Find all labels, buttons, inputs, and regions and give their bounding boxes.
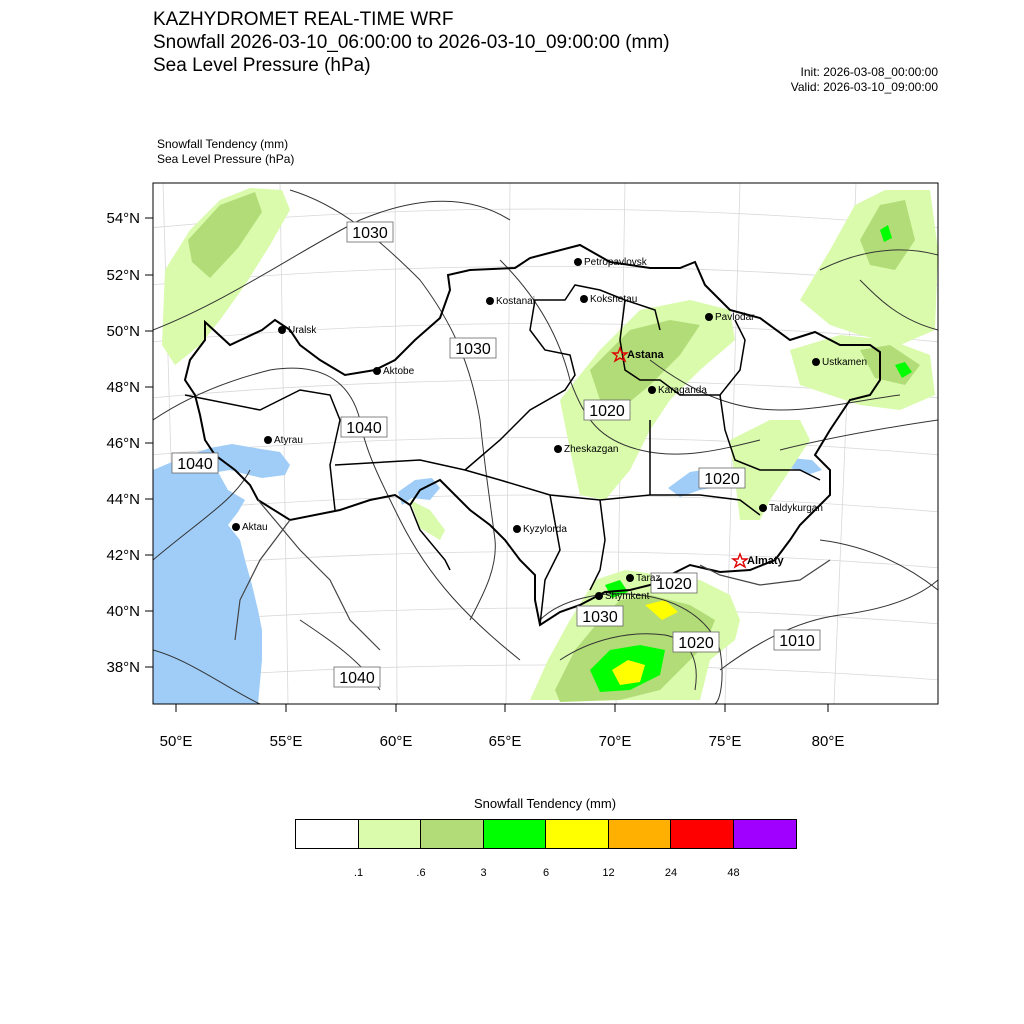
lon-label: 65°E [488, 733, 522, 750]
svg-text:1040: 1040 [177, 456, 213, 473]
title-block [153, 8, 670, 77]
svg-text:1020: 1020 [589, 403, 625, 420]
run-info [791, 65, 938, 95]
lon-label: 60°E [379, 733, 413, 750]
lon-label: 70°E [598, 733, 632, 750]
colorbar [295, 819, 797, 849]
colorbar-label: 12 [602, 867, 615, 879]
svg-text:Kokshetau: Kokshetau [590, 294, 638, 305]
colorbar-label: 24 [664, 867, 678, 879]
isobar-label [673, 632, 719, 652]
isobar-label [334, 667, 380, 687]
lon-label: 50°E [159, 733, 193, 750]
colorbar-swatch [359, 820, 422, 848]
isobar-label [450, 338, 496, 358]
field-label-pressure: Sea Level Pressure (hPa) [157, 152, 295, 166]
map-background [153, 183, 938, 704]
colorbar-swatch [546, 820, 609, 848]
svg-text:1040: 1040 [346, 420, 382, 437]
lat-labels [106, 210, 140, 676]
lat-label: 38°N [106, 659, 140, 676]
svg-text:Aktau: Aktau [242, 522, 268, 533]
lat-label: 52°N [106, 267, 140, 284]
colorbar-swatch [296, 820, 359, 848]
title-line-2: Snowfall 2026-03-10_06:00:00 to 2026-03-10_09:00:00 (mm) [153, 32, 670, 53]
lat-label: 46°N [106, 435, 140, 452]
svg-text:1040: 1040 [339, 670, 375, 687]
colorbar-swatch [609, 820, 672, 848]
svg-text:1020: 1020 [704, 471, 740, 488]
field-label-snowfall: Snowfall Tendency (mm) [157, 137, 289, 151]
colorbar-swatch [734, 820, 797, 848]
svg-text:Shymkent: Shymkent [605, 591, 650, 602]
svg-text:1030: 1030 [582, 609, 618, 626]
isobar-label [341, 417, 387, 437]
svg-text:Aktobe: Aktobe [383, 366, 415, 377]
valid-time: Valid: 2026-03-10_09:00:00 [790, 80, 938, 94]
svg-text:1020: 1020 [678, 635, 714, 652]
colorbar-label: 48 [727, 867, 740, 879]
colorbar-swatch [484, 820, 547, 848]
svg-text:Ustkamen: Ustkamen [822, 357, 868, 368]
lat-label: 44°N [106, 491, 140, 508]
svg-text:Astana: Astana [627, 349, 664, 361]
isobar-label [699, 468, 745, 488]
colorbar-swatch [671, 820, 734, 848]
svg-text:Kostanai: Kostanai [496, 296, 535, 307]
lat-label: 40°N [106, 603, 140, 620]
lat-label: 50°N [106, 323, 140, 340]
colorbar-label: 3 [480, 867, 487, 879]
svg-text:Zheskazgan: Zheskazgan [564, 444, 619, 455]
city-taldykurgan [759, 503, 823, 514]
title-line-3: Sea Level Pressure (hPa) [153, 55, 371, 76]
isobar-label [584, 400, 630, 420]
lon-label: 80°E [811, 733, 845, 750]
init-time: Init: 2026-03-08_00:00:00 [800, 65, 938, 79]
lat-label: 54°N [106, 210, 140, 227]
city-zheskazgan [554, 444, 618, 455]
colorbar-swatch [421, 820, 484, 848]
lat-label: 48°N [106, 379, 140, 396]
svg-text:Petropavlovsk: Petropavlovsk [584, 257, 647, 268]
svg-text:Pavlodar: Pavlodar [715, 312, 755, 323]
colorbar-label: .1 [353, 867, 364, 879]
svg-text:1020: 1020 [656, 576, 692, 593]
colorbar-label: 6 [542, 867, 550, 879]
lon-label: 55°E [269, 733, 303, 750]
lon-label: 75°E [708, 733, 742, 750]
svg-text:1030: 1030 [352, 225, 388, 242]
lon-labels [160, 733, 845, 750]
colorbar-label: .6 [416, 867, 426, 879]
city-petropavlovsk [574, 257, 648, 268]
isobar-label [774, 630, 820, 650]
isobar-label [172, 453, 218, 473]
svg-text:Taraz: Taraz [636, 573, 661, 584]
svg-text:Almaty: Almaty [747, 555, 784, 567]
isobar-label [577, 606, 623, 626]
svg-text:1010: 1010 [779, 633, 815, 650]
svg-text:Kyzylorda: Kyzylorda [523, 524, 567, 535]
svg-text:Atyrau: Atyrau [274, 435, 303, 446]
field-labels [157, 137, 294, 167]
title-line-1: KAZHYDROMET REAL-TIME WRF [153, 9, 454, 30]
colorbar-title: Snowfall Tendency (mm) [473, 796, 617, 811]
svg-text:Karaganda: Karaganda [658, 385, 707, 396]
isobar-label [347, 222, 393, 242]
svg-text:Taldykurgan: Taldykurgan [769, 503, 823, 514]
svg-text:Uralsk: Uralsk [288, 325, 317, 336]
svg-text:1030: 1030 [455, 341, 491, 358]
lat-label: 42°N [106, 547, 140, 564]
